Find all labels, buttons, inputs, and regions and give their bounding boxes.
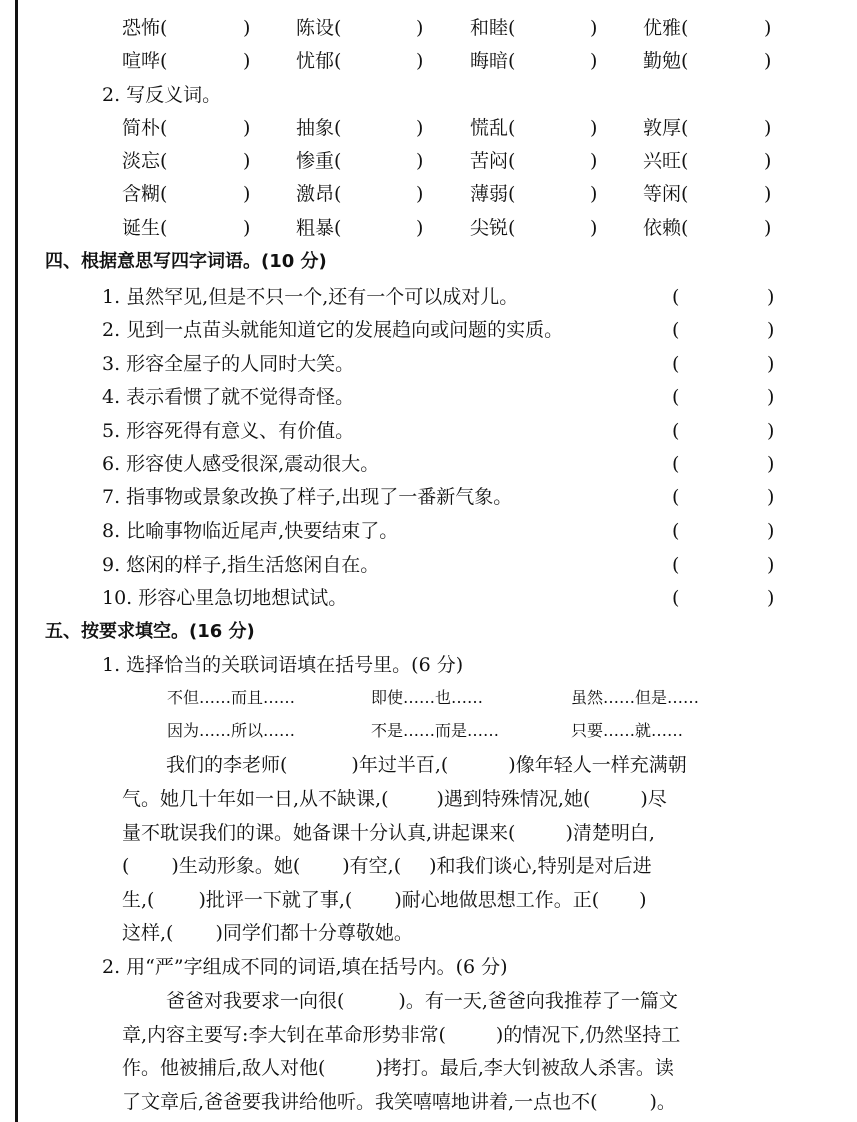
passage-line: 这样,( )同学们都十分尊敬她。 <box>122 922 413 944</box>
answer-blank-open[interactable]: ( <box>672 554 680 576</box>
word-item: 含糊( <box>122 183 168 205</box>
answer-blank-open[interactable]: ( <box>672 353 680 375</box>
answer-blank-close[interactable]: ) <box>767 554 775 576</box>
section-five-title: 五、按要求填空。(16 分) <box>45 621 255 642</box>
word-item: 优雅( <box>643 17 689 39</box>
answer-blank-close[interactable]: ) <box>590 183 598 205</box>
word-item: 尖锐( <box>470 217 516 239</box>
word-item: 陈设( <box>296 17 342 39</box>
answer-blank-close[interactable]: ) <box>416 50 424 72</box>
answer-blank-open[interactable]: ( <box>672 420 680 442</box>
page-border-line <box>15 0 18 1122</box>
answer-blank-open[interactable]: ( <box>672 587 680 609</box>
answer-blank-close[interactable]: ) <box>243 50 251 72</box>
word-item: 苦闷( <box>470 150 516 172</box>
passage-line: 爸爸对我要求一向很( )。有一天,爸爸向我推荐了一篇文 <box>166 990 678 1012</box>
passage-line: 量不耽误我们的课。她备课十分认真,讲起课来( )清楚明白, <box>122 822 655 844</box>
answer-blank-close[interactable]: ) <box>767 386 775 408</box>
answer-blank-close[interactable]: ) <box>416 183 424 205</box>
word-item: 激昂( <box>296 183 342 205</box>
passage-line: 我们的李老师( )年过半百,( )像年轻人一样充满朝 <box>166 754 687 776</box>
answer-blank-close[interactable]: ) <box>764 50 772 72</box>
answer-blank-close[interactable]: ) <box>416 17 424 39</box>
answer-blank-close[interactable]: ) <box>243 17 251 39</box>
answer-blank-close[interactable]: ) <box>243 183 251 205</box>
word-item: 晦暗( <box>470 50 516 72</box>
word-item: 依赖( <box>643 217 689 239</box>
answer-blank-close[interactable]: ) <box>764 183 772 205</box>
answer-blank-open[interactable]: ( <box>672 386 680 408</box>
answer-blank-close[interactable]: ) <box>767 420 775 442</box>
word-item: 等闲( <box>643 183 689 205</box>
answer-blank-close[interactable]: ) <box>590 17 598 39</box>
passage-line: ( )生动形象。她( )有空,( )和我们谈心,特别是对后进 <box>122 855 652 877</box>
answer-blank-open[interactable]: ( <box>672 319 680 341</box>
answer-blank-close[interactable]: ) <box>243 117 251 139</box>
word-item: 忧郁( <box>296 50 342 72</box>
section-four-title: 四、根据意思写四字词语。(10 分) <box>45 251 327 272</box>
answer-blank-close[interactable]: ) <box>767 520 775 542</box>
conjunction-option: 只要……就…… <box>571 721 684 740</box>
answer-blank-close[interactable]: ) <box>590 150 598 172</box>
passage-line: 气。她几十年如一日,从不缺课,( )遇到特殊情况,她( )尽 <box>122 788 667 810</box>
word-item: 敦厚( <box>643 117 689 139</box>
answer-blank-close[interactable]: ) <box>767 453 775 475</box>
answer-blank-open[interactable]: ( <box>672 286 680 308</box>
answer-blank-close[interactable]: ) <box>767 286 775 308</box>
answer-blank-close[interactable]: ) <box>764 150 772 172</box>
word-item: 和睦( <box>470 17 516 39</box>
word-item: 粗暴( <box>296 217 342 239</box>
word-item: 薄弱( <box>470 183 516 205</box>
word-item: 慌乱( <box>470 117 516 139</box>
passage-line: 作。他被捕后,敌人对他( )拷打。最后,李大钊被敌人杀害。读 <box>122 1057 674 1079</box>
answer-blank-close[interactable]: ) <box>764 217 772 239</box>
passage-line: 了文章后,爸爸要我讲给他听。我笑嘻嘻地讲着,一点也不( )。 <box>122 1091 676 1113</box>
word-item: 兴旺( <box>643 150 689 172</box>
word-item: 简朴( <box>122 117 168 139</box>
answer-blank-close[interactable]: ) <box>767 319 775 341</box>
answer-blank-close[interactable]: ) <box>767 486 775 508</box>
word-item: 淡忘( <box>122 150 168 172</box>
word-item: 惨重( <box>296 150 342 172</box>
answer-blank-close[interactable]: ) <box>767 587 775 609</box>
question-two-title: 2. 用“严”字组成不同的词语,填在括号内。(6 分) <box>102 956 508 978</box>
answer-blank-close[interactable]: ) <box>416 217 424 239</box>
passage-line: 生,( )批评一下就了事,( )耐心地做思想工作。正( ) <box>122 889 647 911</box>
answer-blank-close[interactable]: ) <box>416 150 424 172</box>
conjunction-option: 虽然……但是…… <box>571 688 700 707</box>
word-item: 恐怖( <box>122 17 168 39</box>
answer-blank-open[interactable]: ( <box>672 486 680 508</box>
answer-blank-close[interactable]: ) <box>243 217 251 239</box>
conjunction-option: 不是……而是…… <box>371 721 500 740</box>
conjunction-option: 因为……所以…… <box>167 721 296 740</box>
question-one-title: 1. 选择恰当的关联词语填在括号里。(6 分) <box>102 654 464 676</box>
conjunction-option: 不但……而且…… <box>167 688 296 707</box>
answer-blank-close[interactable]: ) <box>764 117 772 139</box>
answer-blank-close[interactable]: ) <box>590 117 598 139</box>
answer-blank-close[interactable]: ) <box>764 17 772 39</box>
answer-blank-close[interactable]: ) <box>416 117 424 139</box>
word-item: 抽象( <box>296 117 342 139</box>
passage-line: 章,内容主要写:李大钊在革命形势非常( )的情况下,仍然坚持工 <box>122 1024 681 1046</box>
answer-blank-open[interactable]: ( <box>672 520 680 542</box>
answer-blank-close[interactable]: ) <box>590 217 598 239</box>
word-item: 喧哗( <box>122 50 168 72</box>
answer-blank-close[interactable]: ) <box>767 353 775 375</box>
word-item: 勤勉( <box>643 50 689 72</box>
answer-blank-close[interactable]: ) <box>590 50 598 72</box>
word-item: 诞生( <box>122 217 168 239</box>
answer-blank-close[interactable]: ) <box>243 150 251 172</box>
conjunction-option: 即使……也…… <box>371 688 484 707</box>
antonym-heading: 2. 写反义词。 <box>102 84 222 106</box>
answer-blank-open[interactable]: ( <box>672 453 680 475</box>
